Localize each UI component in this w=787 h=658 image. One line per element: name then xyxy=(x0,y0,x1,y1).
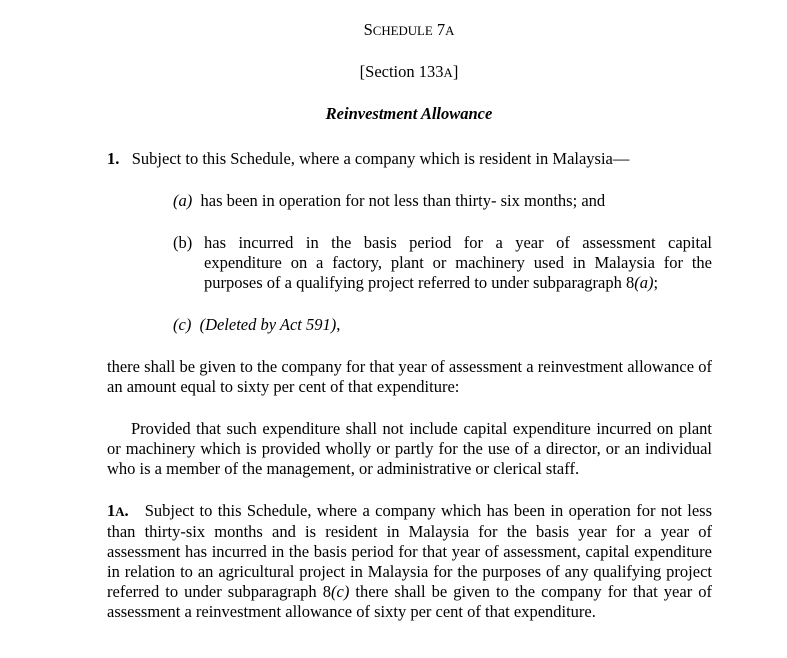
list-item-b-line-2: expenditure on a factory, plant or machinery used in Malaysia for the xyxy=(204,253,712,272)
paragraph-1a-number-main: 1 xyxy=(107,501,116,520)
paragraph-1a-ref: (c) xyxy=(331,582,350,601)
paragraph-1-intro xyxy=(107,149,629,169)
list-item-b-ref: (a) xyxy=(634,273,654,292)
schedule-heading: Reinvestment Allowance xyxy=(325,104,493,123)
paragraph-text: Subject to this Schedule, where a company which is resident in Malaysia— xyxy=(131,149,630,168)
section-reference-suffix: A xyxy=(443,66,453,80)
paragraph-1a-number-dot: . xyxy=(124,501,129,520)
paragraph-1-proviso: Provided that such expenditure shall not include capital expenditure incurred on plant or machinery which is provided wholly or partly for the use of a director, or an individual who is a member of the management, or administrative or clerical staff. xyxy=(107,419,712,478)
list-item-end: , xyxy=(336,315,341,334)
paragraph-1-closing: there shall be given to the company for that year of assessment a reinvestment allowance of an amount equal to sixty per cent of that expenditure: xyxy=(107,357,712,396)
schedule-title-smallcaps: CHEDULE xyxy=(372,24,433,38)
list-item-label: (c) xyxy=(173,315,192,334)
schedule-title-number: 7 xyxy=(432,20,446,39)
list-item-a xyxy=(173,191,605,211)
section-reference xyxy=(0,62,787,82)
list-item-b-line-3 xyxy=(204,273,658,293)
schedule-title-initial: S xyxy=(363,20,373,39)
paragraph-1a xyxy=(107,501,712,622)
list-item-text: has been in operation for not less than thirty- six months; and xyxy=(200,191,606,210)
paragraph-number: 1. xyxy=(107,149,120,168)
list-item-c xyxy=(173,315,340,335)
list-item-b-text: purposes of a qualifying project referred to under subparagraph 8 xyxy=(204,273,635,292)
paragraph-1a-number-suffix: A xyxy=(115,505,125,519)
list-item-b-label: (b) xyxy=(173,233,193,252)
list-item-label: (a) xyxy=(173,191,193,210)
section-reference-text: [Section 133 xyxy=(359,62,444,81)
list-item-b-line-1: has incurred in the basis period for a year of assessment capital xyxy=(204,233,712,252)
schedule-title-suffix: A xyxy=(445,24,455,38)
section-reference-close: ] xyxy=(452,62,459,81)
paragraph-1a-text: Subject to this Schedule, where a company which has been in operation for not less than thirty-six months and is resident in Malaysia for the basis year for a year of assessment has incurred in the basis period for that year of assessment, capital expenditure in relation to an agricultural project in Malaysia for the purposes of any qualifying project referred to under subparagraph 8 xyxy=(107,501,712,601)
paragraph-1a-text-end: there shall be given to the company for that year of assessment a reinvestment allowance of sixty per cent of that expenditure. xyxy=(107,582,712,621)
list-item-b-end: ; xyxy=(653,273,659,292)
schedule-title xyxy=(0,20,787,40)
list-item-text: (Deleted by Act 591) xyxy=(199,315,337,334)
paragraph-1a-number xyxy=(107,501,129,520)
